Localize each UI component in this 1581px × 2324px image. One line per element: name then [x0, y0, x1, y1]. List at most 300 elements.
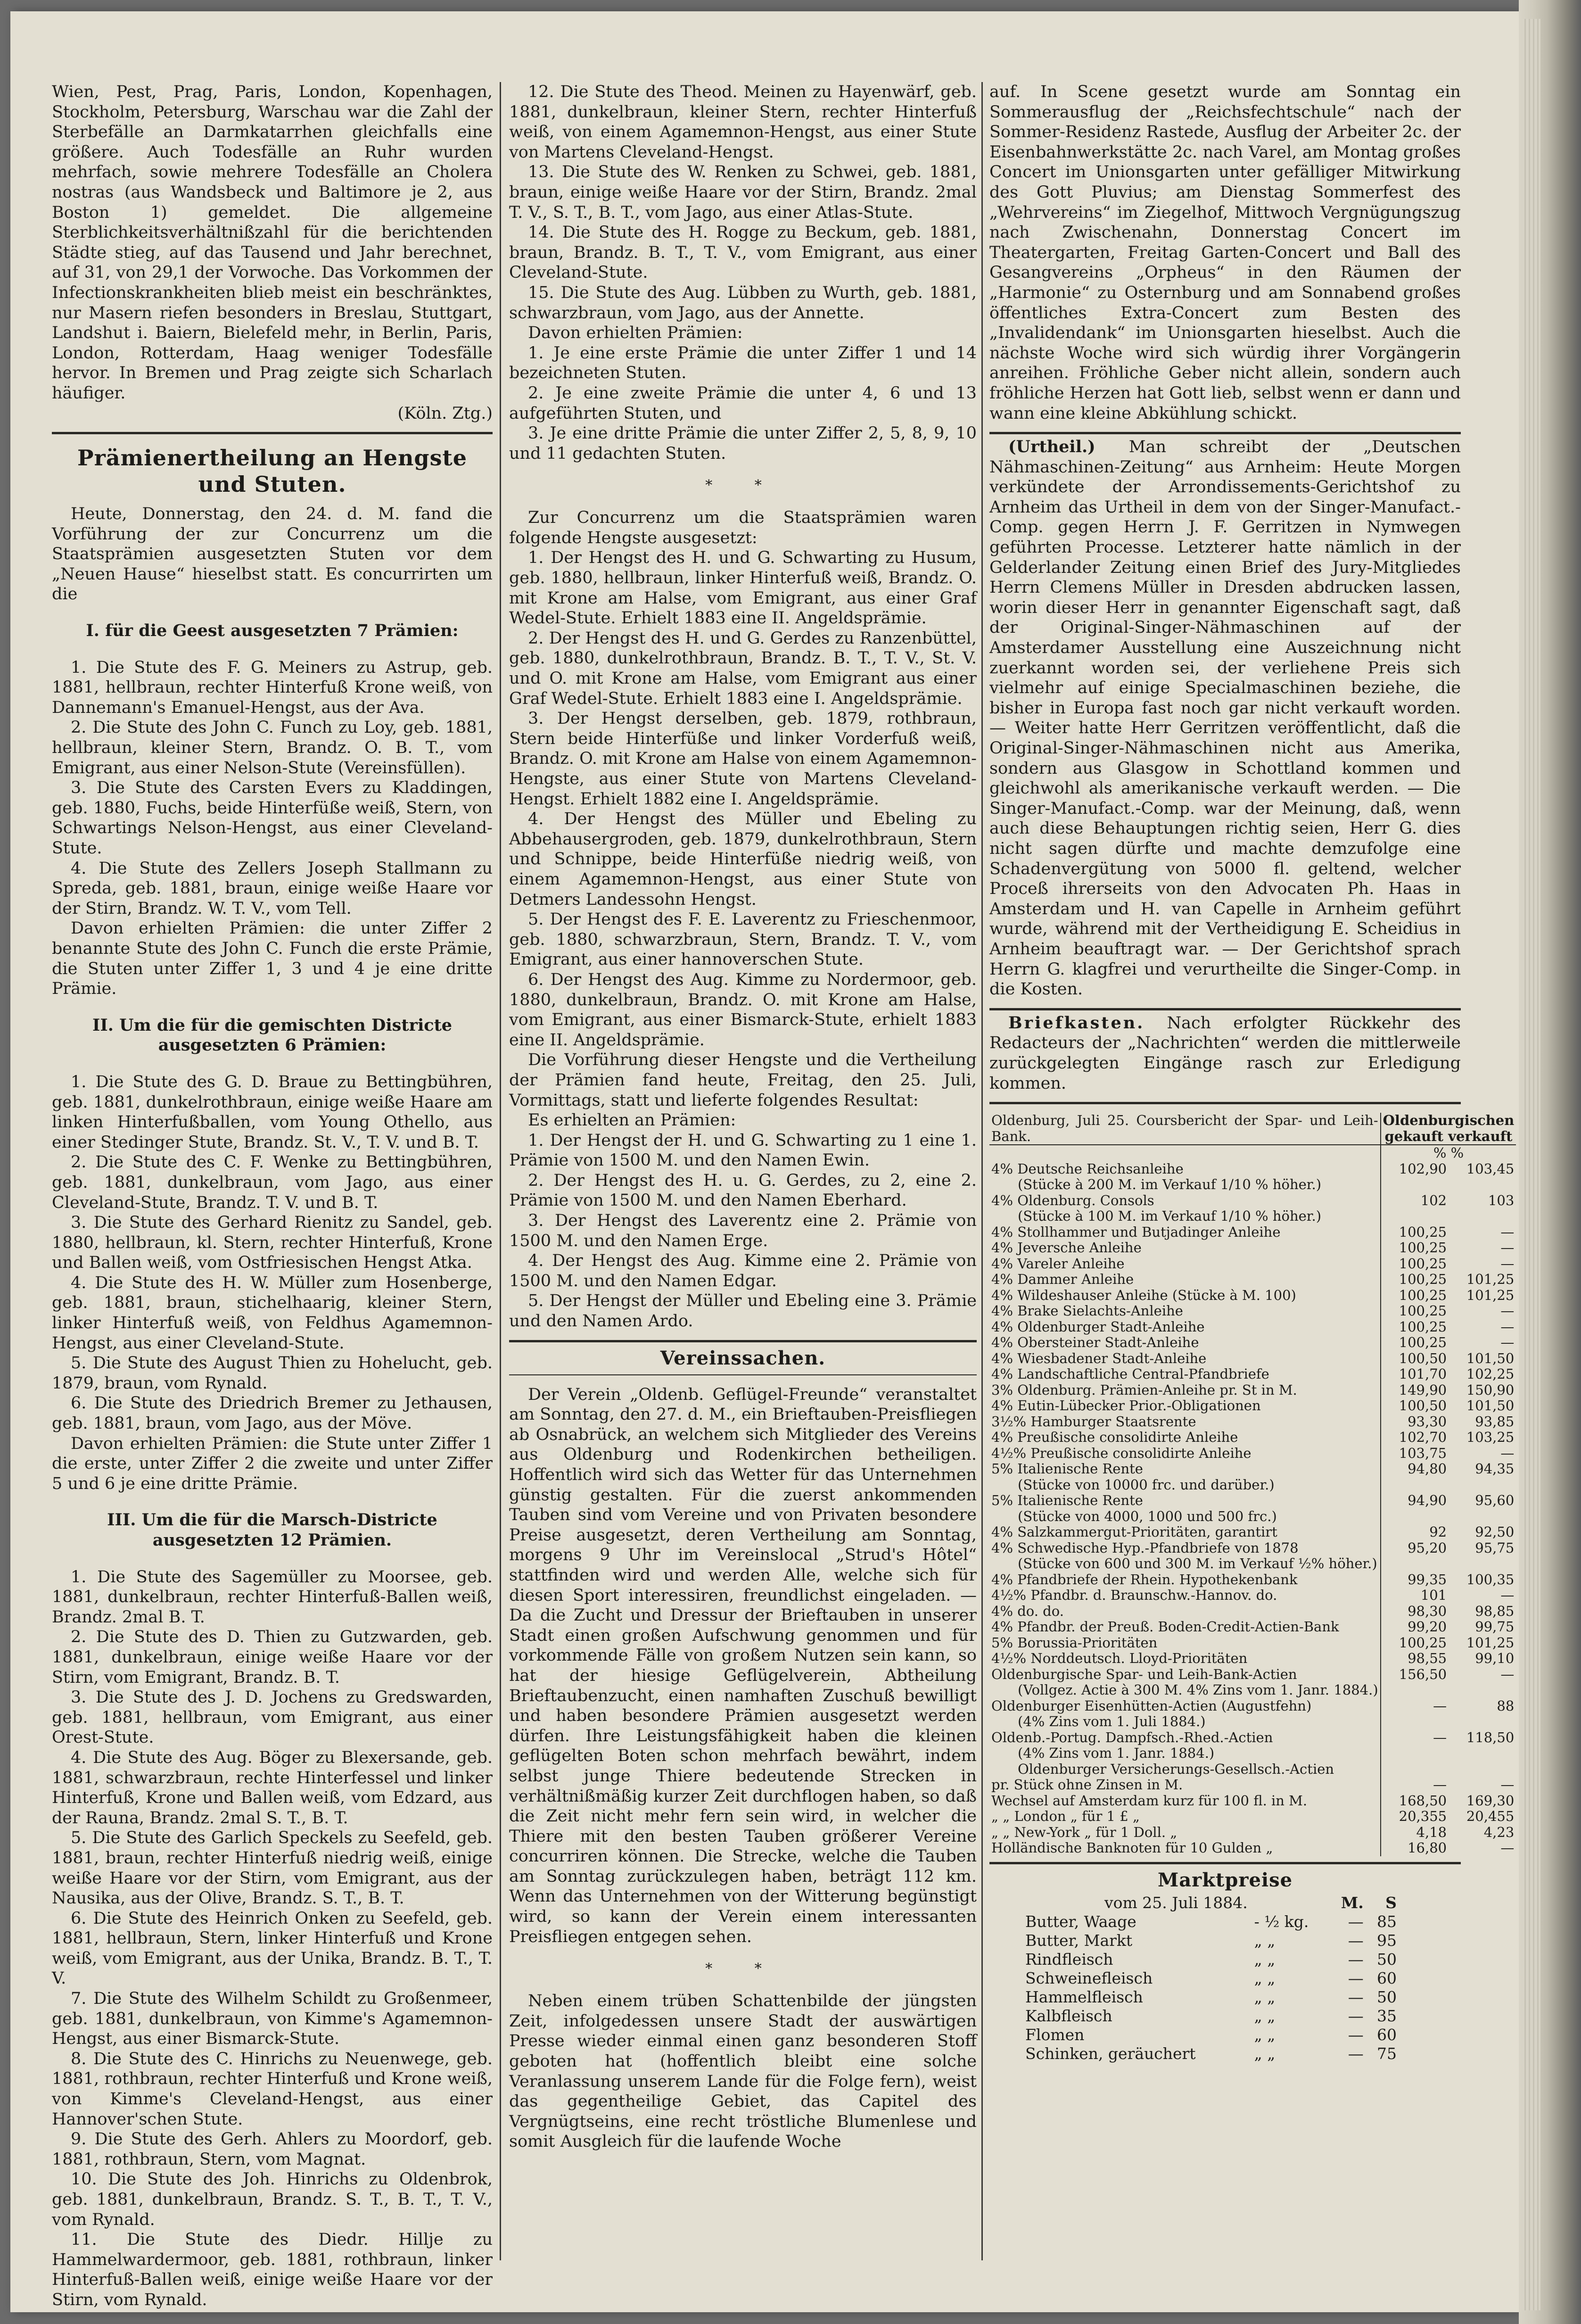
course-security: (Stücke von 600 und 300 M. im Verkauf ½% höher.): [1018, 1556, 1377, 1572]
course-ask: 93,85: [1475, 1413, 1515, 1430]
course-security: 4% Oldenburger Stadt-Anleihe: [991, 1319, 1205, 1335]
course-row: [989, 1177, 1516, 1193]
course-row: [989, 1477, 1516, 1493]
markt-pf: 60: [1377, 1968, 1397, 1987]
course-ask: 100,35: [1466, 1571, 1515, 1588]
course-ask: —: [1500, 1255, 1515, 1272]
list-item: 11. Die Stute des Diedr. Hillje zu Hammelwardermoor, geb. 1881, rothbraun, linker Hinterfuß-Ballen weiß, einige weiße Haare vor der Stirn, vom Rynald.: [52, 2230, 493, 2309]
course-ask: 150,90: [1466, 1381, 1515, 1398]
course-security: 4% Preußische consolidirte Anleihe: [991, 1430, 1238, 1446]
course-bid: 99,20: [1381, 1619, 1449, 1635]
course-bid: [1381, 1177, 1449, 1193]
course-bid: [1381, 1208, 1449, 1224]
markt-mark: —: [1348, 2006, 1364, 2025]
course-row: [989, 1256, 1516, 1272]
list-item: 5. Die Stute des Garlich Speckels zu Seefeld, geb. 1881, braun, rechter Hinterfuß niedrig weiß, einige weiße Haare vor der Stirn, vom Emigrant, aus der Nausika, aus der Olive, Brandz. S. T., B. T.: [52, 1828, 493, 1908]
course-security: Oldenburger Versicherungs-Gesellsch.-Actien: [1018, 1761, 1334, 1777]
markt-row: [1022, 1912, 1400, 1931]
course-bid: 99,35: [1381, 1572, 1449, 1588]
list-item: Davon erhielten Prämien: die Stute unter Ziffer 1 die erste, unter Ziffer 2 die zweite und unter Ziffer 5 und 6 je eine dritte Prämie.: [52, 1434, 493, 1493]
course-bid: [1381, 1477, 1449, 1493]
course-ask: —: [1500, 1445, 1515, 1461]
course-security: 4% Pfandbr. der Preuß. Boden-Credit-Actien-Bank: [991, 1619, 1339, 1635]
list-item: 14. Die Stute des H. Rogge zu Beckum, geb. 1881, braun, Brandz. B. T., T. V., vom Emigrant, aus einer Cleveland-Stute.: [509, 223, 977, 282]
course-ask: —: [1500, 1587, 1515, 1604]
course-bid: 102,70: [1381, 1430, 1449, 1446]
course-ask: 92,50: [1475, 1524, 1515, 1540]
markt-row: [1022, 2044, 1400, 2063]
markt-header: [1022, 1894, 1400, 1912]
course-bid: 168,50: [1381, 1793, 1449, 1809]
markt-item: Hammelfleisch: [1025, 1987, 1143, 2006]
markt-col-s: S: [1385, 1893, 1397, 1912]
list-item: 2. Die Stute des C. F. Wenke zu Bettingbühren, geb. 1881, dunkelbraun, vom Jago, aus einer Cleveland-Stute, Brandz. T. V. und B. T.: [52, 1153, 493, 1212]
markt-unit: „ „: [1254, 1968, 1276, 1987]
closing-text: Neben einem trüben Schattenbilde der jüngsten Zeit, infolgedessen unsere Stadt der auswärtigen Presse wieder einmal einen ganz besonderen Stoff geboten hat (hoffentlich bleibt eine solche Veranlassung unserem Lande für die Folge fern), weist das gegentheilige Gebiet, das Capitel des Vergnügtseins, eine recht tröstliche Blumenlese und somit Ausgleich für die laufende Woche: [509, 1992, 977, 2151]
course-security: 4% Brake Sielachts-Anleihe: [991, 1303, 1183, 1319]
list-item: 3. Die Stute des Gerhard Rienitz zu Sandel, geb. 1880, hellbraun, kl. Stern, rechter Hinterfuß, Krone und Ballen weiß, vom Ostfriesischen Hengst Atka.: [52, 1213, 493, 1273]
course-ask: 4,23: [1483, 1824, 1515, 1840]
markt-pf: 35: [1377, 2006, 1397, 2025]
course-bid: 98,30: [1381, 1604, 1449, 1620]
course-row: [989, 1745, 1516, 1762]
course-bid: 103,75: [1381, 1446, 1449, 1462]
course-row: [989, 1698, 1516, 1714]
course-bid: [1381, 1745, 1449, 1762]
course-ask: [1449, 1745, 1516, 1762]
markt-pf: 50: [1377, 1950, 1397, 1968]
article-source: (Köln. Ztg.): [397, 404, 493, 423]
course-bid: 100,25: [1381, 1240, 1449, 1256]
course-row: [989, 1288, 1516, 1304]
course-security: (4% Zins vom 1. Janr. 1884.): [1018, 1745, 1215, 1762]
course-ask: 88: [1497, 1697, 1515, 1714]
briefkasten: [989, 1013, 1461, 1093]
markt-row: [1022, 1988, 1400, 2007]
course-row: [989, 1604, 1516, 1620]
course-row: [989, 1208, 1516, 1224]
course-header-left: Oldenburg, Juli 25. Coursbericht der Spar- und Leih-Bank.: [989, 1113, 1381, 1145]
markt-mark: —: [1348, 1912, 1364, 1931]
course-security: 4% Pfandbriefe der Rhein. Hypothekenbank: [991, 1571, 1298, 1588]
course-security: (4% Zins vom 1. Juli 1884.): [1018, 1714, 1206, 1730]
course-ask: 94,35: [1475, 1461, 1515, 1477]
course-security: (Stücke à 200 M. im Verkauf 1/10 % höher.): [1018, 1177, 1322, 1193]
course-ask: [1449, 1477, 1516, 1493]
course-ask: 118,50: [1466, 1729, 1515, 1745]
course-bid: —: [1381, 1730, 1449, 1746]
markt-row: [1022, 2007, 1400, 2026]
course-ask: —: [1500, 1334, 1515, 1351]
list-item: 5. Der Hengst der Müller und Ebeling eine 3. Prämie und den Namen Ardo.: [509, 1291, 977, 1331]
markt-mark: —: [1348, 2025, 1364, 2044]
list-item: 2. Je eine zweite Prämie die unter 4, 6 und 13 aufgeführten Stuten, und: [509, 383, 977, 423]
course-ask: 102,25: [1466, 1366, 1515, 1382]
section-stars: * *: [705, 1960, 781, 1977]
course-unit-row: [989, 1145, 1516, 1161]
course-bid: 100,25: [1381, 1224, 1449, 1241]
column-1: [52, 82, 493, 2310]
course-row: [989, 1272, 1516, 1288]
course-bid: 156,50: [1381, 1667, 1449, 1683]
divider-thin: [509, 1374, 977, 1375]
divider: [509, 1340, 977, 1342]
markt-pf: 85: [1377, 1912, 1397, 1931]
course-bid: [1381, 1762, 1449, 1778]
result-lead: Die Vorführung dieser Hengste und die Vertheilung der Prämien fand heute, Freitag, den 25. Juli, Vormittags, statt und lieferte folgendes Resultat:: [509, 1050, 977, 1110]
course-bid: 93,30: [1381, 1414, 1449, 1430]
course-security: 5% Italienische Rente: [991, 1461, 1143, 1477]
article-mortality: Wien, Pest, Prag, Paris, London, Kopenhagen, Stockholm, Petersburg, Warschau war die Zahl der Sterbefälle an Darmkatarrhen gleichfalls eine größere. Auch Todesfälle an Ruhr wurden mehrfach, sowie mehrere Todesfälle an Cholera nostras (aus Wandsbeck und Baltimore je 2, aus Boston 1) gemeldet. Die allgemeine Sterblichkeitsverhältnißzahl für die berichtenden Städte stieg, auf das Tausend und Jahr berechnet, auf 31, von 29,1 der Vorwoche. Das Vorkommen der Infectionskrankheiten blieb meist ein beschränktes, nur Masern riefen besonders in Breslau, Stuttgart, Landshut i. Baiern, Bielefeld mehr, in Berlin, Paris, London, Rotterdam, Haag weniger Todesfälle hervor. In Bremen und Prag zeigte sich Scharlach häufiger.: [52, 83, 493, 403]
markt-item: Schinken, geräuchert: [1025, 2044, 1196, 2063]
list-item: 2. Der Hengst des H. u. G. Gerdes, zu 2, eine 2. Prämie von 1500 M. und den Namen Eberhard.: [509, 1171, 977, 1210]
list-item: 3. Je eine dritte Prämie die unter Ziffer 2, 5, 8, 9, 10 und 11 gedachten Stuten.: [509, 424, 977, 463]
course-ask: 20,455: [1466, 1808, 1515, 1825]
course-bid: 102,90: [1381, 1161, 1449, 1177]
course-row: [989, 1651, 1516, 1667]
list-item: 6. Die Stute des Driedrich Bremer zu Jethausen, geb. 1881, braun, vom Jago, aus der Möve.: [52, 1394, 493, 1433]
course-ask: 99,75: [1475, 1619, 1515, 1635]
course-row: [989, 1588, 1516, 1604]
course-security: 4½% Pfandbr. d. Braunschw.-Hannov. do.: [991, 1588, 1277, 1604]
course-security: Holländische Banknoten für 10 Gulden „: [991, 1840, 1273, 1856]
list-item: 4. Die Stute des Aug. Böger zu Blexersande, geb. 1881, schwarzbraun, rechte Hinterfessel und linker Hinterfuß, Krone und Ballen weiß, vom Edzard, aus der Rauna, Brandz. 2mal S. T., B. T.: [52, 1748, 493, 1828]
course-security: 4% Deutsche Reichsanleihe: [991, 1161, 1184, 1177]
markt-row: [1022, 1969, 1400, 1988]
divider: [989, 1862, 1461, 1864]
course-security: Oldenburger Eisenhütten-Actien (Augustfehn): [991, 1698, 1312, 1714]
course-bid: [1381, 1509, 1449, 1525]
course-bid: 149,90: [1381, 1382, 1449, 1398]
course-security: 5% Borussia-Prioritäten: [991, 1635, 1158, 1651]
list-item: 9. Die Stute des Gerh. Ahlers zu Moordorf, geb. 1881, rothbraun, Stern, vom Magnat.: [52, 2130, 493, 2169]
course-row: [989, 1524, 1516, 1540]
list-item: 7. Die Stute des Wilhelm Schildt zu Großenmeer, geb. 1881, dunkelbraun, von Kimme's Agamemnon-Hengst, aus einer Bismarck-Stute.: [52, 1989, 493, 2049]
course-bid: 94,80: [1381, 1461, 1449, 1477]
column-3: [989, 82, 1515, 2063]
markt-mark: —: [1348, 1968, 1364, 1987]
course-row: [989, 1809, 1516, 1825]
course-security: 4% Jeversche Anleihe: [991, 1240, 1142, 1256]
markt-title: Marktpreise: [1157, 1869, 1293, 1891]
divider: [989, 1102, 1461, 1104]
course-row: [989, 1414, 1516, 1430]
course-security: „ „ New-York „ für 1 Doll. „: [991, 1824, 1178, 1840]
course-row: [989, 1840, 1516, 1856]
list-item: 3. Die Stute des J. D. Jochens zu Gredswarden, geb. 1881, hellbraun, vom Emigrant, aus einer Orest-Stute.: [52, 1688, 493, 1747]
course-security: „ „ London „ für 1 £ „: [991, 1809, 1140, 1825]
markt-mark: —: [1348, 1950, 1364, 1968]
markt-pf: 95: [1377, 1931, 1397, 1950]
markt-item: Schweinefleisch: [1025, 1968, 1153, 1987]
course-bid: 98,55: [1381, 1651, 1449, 1667]
markt-item: Flomen: [1025, 2025, 1085, 2044]
course-bid: 101,70: [1381, 1366, 1449, 1382]
course-ask: 103,45: [1466, 1160, 1515, 1177]
course-row: [989, 1240, 1516, 1256]
markt-col-m: M.: [1341, 1893, 1364, 1912]
urtheil-text: Man schreibt der „Deutschen Nähmaschinen-Zeitung“ aus Arnheim: Heute Morgen verkündete der Arrondissements-Gerichtshof zu Arnheim das Urtheil in dem von der Singer-Manufact.-Comp. gegen Herrn J. F. Gerritzen in Nymwegen geführten Processe. Letzterer hatte nämlich in der Gelderlander Zeitung einen Brief des Jury-Mitgliedes Herrn Clemens Müller in Dresden abdrucken lassen, worin dieser Herr in genannter Eigenschaft sagt, daß der Original-Singer-Nähmaschinen auf der Amsterdamer Ausstellung eine Auszeichnung nicht zuerkannt worden sei, der verliehene Preis sich vielmehr auf einige Specialmaschinen beziehe, die bisher in Europa fast noch gar nicht verkauft worden. — Weiter hatte Herr Gerritzen veröffentlicht, daß die Original-Singer-Nähmaschinen nicht aus Amerika, sondern aus Glasgow in Schottland kommen und gleichwohl als amerikanische verkauft werden. — Die Singer-Manufact.-Comp. war der Meinung, daß, wenn auch diese Behauptungen richtig seien, Herr G. dies nicht sagen dürfte und machte demzufolge eine Schadenvergütung von 5000 fl. geltend, welcher Proceß ihrerseits von den Advocaten Ph. Haas in Amsterdam und H. van Capelle in Arnheim geführt wurde, während mit der Vertheidigung E. Scheidius in Arnheim beauftragt war. — Der Gerichtshof sprach Herrn G. klagfrei und verurtheilte die Singer-Comp. in die Kosten.: [989, 438, 1461, 999]
markt-rows: [1022, 1912, 1400, 2063]
list-item: 5. Der Hengst des F. E. Laverentz zu Frieschenmoor, geb. 1880, schwarzbraun, Stern, Brandz. T. V., vom Emigrant, aus einer hannoverschen Stute.: [509, 910, 977, 969]
course-bid: 92: [1381, 1524, 1449, 1540]
column-rule: [981, 82, 983, 2260]
section-stars: * *: [705, 477, 781, 494]
course-bid: 100,25: [1381, 1256, 1449, 1272]
course-row: [989, 1493, 1516, 1509]
course-ask: [1449, 1762, 1516, 1778]
course-row: [989, 1540, 1516, 1556]
list-item: 1. Je eine erste Prämie die unter Ziffer 1 und 14 bezeichneten Stuten.: [509, 343, 977, 383]
divider: [989, 1008, 1461, 1010]
list-item: 5. Die Stute des August Thien zu Hohelucht, geb. 1879, braun, vom Rynald.: [52, 1354, 493, 1393]
course-security: pr. Stück ohne Zinsen in M.: [991, 1777, 1183, 1793]
course-ask: 103: [1488, 1192, 1515, 1208]
events-text: auf. In Scene gesetzt wurde am Sonntag ein Sommerausflug der „Reichsfechtschule“ nach der Sommer-Residenz Rastede, Ausflug der Arbeiter 2c. der Eisenbahnwerkstätte 2c. nach Varel, am Montag großes Concert im Unionsgarten unter gefälliger Mitwirkung des Gott Pluvius; am Dienstag Sommerfest des „Wehrvereins“ im Ziegelhof, Mittwoch Vergnügungszug nach Zwischenahn, Donnerstag Concert im Theatergarten, Freitag Garten-Concert und Ball des Gesangvereins „Orpheus“ in den Räumen der „Harmonie“ zu Osternburg und am Sonnabend großes öffentliches Extra-Concert zum Besten des „Invalidendank“ im Unionsgarten hieselbst. Auch die nächste Woche wird sich würdig ihrer Vorgängerin anreihen. Fröhliche Geber nicht allein, sondern auch fröhliche Herzen hat Gott lieb, selbst wenn er dann und wann eine kleine Abkühlung schickt.: [989, 83, 1461, 423]
course-bid: —: [1381, 1777, 1449, 1793]
course-ask: —: [1500, 1224, 1515, 1240]
column-rule: [500, 82, 501, 2260]
course-bid: 95,20: [1381, 1540, 1449, 1556]
course-table: [989, 1113, 1516, 1856]
course-row: [989, 1366, 1516, 1382]
course-bid: 16,80: [1381, 1840, 1449, 1856]
course-security: 4% Landschaftliche Central-Pfandbriefe: [991, 1366, 1269, 1382]
markt-mark: —: [1348, 2044, 1364, 2063]
section-heading: III. Um die für die Marsch-Districte ausgesetzten 12 Prämien.: [107, 1510, 437, 1550]
course-row: [989, 1556, 1516, 1572]
list-item: 6. Der Hengst des Aug. Kimme zu Nordermoor, geb. 1880, dunkelbraun, Brandz. O. mit Krone am Halse, vom Emigrant, aus einer Bismarck-Stute, erhielt 1883 eine II. Angeldsprämie.: [509, 970, 977, 1050]
markt-item: Butter, Markt: [1025, 1931, 1133, 1950]
column-2: [509, 82, 977, 2152]
course-row: [989, 1714, 1516, 1730]
course-row: [989, 1619, 1516, 1635]
markt-unit: „ „: [1254, 1950, 1276, 1968]
course-ask: —: [1500, 1240, 1515, 1256]
list-item: 10. Die Stute des Joh. Hinrichs zu Oldenbrok, geb. 1881, dunkelbraun, Brandz. S. T., B. T., T. V., vom Rynald.: [52, 2170, 493, 2229]
course-bid: —: [1381, 1698, 1449, 1714]
course-security: 4% Oldenburg. Consols: [991, 1192, 1154, 1208]
list-item: 8. Die Stute des C. Hinrichs zu Neuenwege, geb. 1881, rothbraun, rechter Hinterfuß und Krone weiß, von Kimme's Cleveland-Hengst, aus einer Hannover'schen Stute.: [52, 2049, 493, 2129]
course-ask: —: [1500, 1840, 1515, 1856]
course-row: [989, 1572, 1516, 1588]
course-ask: [1449, 1208, 1516, 1224]
divider: [989, 432, 1461, 434]
markt-mark: —: [1348, 1931, 1364, 1950]
prizes-intro: Davon erhielten Prämien:: [528, 323, 743, 343]
course-row: [989, 1777, 1516, 1793]
course-row: [989, 1161, 1516, 1177]
course-row: [989, 1193, 1516, 1209]
article-heading: Prämienertheilung an Hengste und Stuten.: [77, 445, 467, 497]
list-item: 1. Die Stute des F. G. Meiners zu Astrup, geb. 1881, hellbraun, rechter Hinterfuß Krone weiß, von Dannemann's Emanuel-Hengst, aus der Ava.: [52, 658, 493, 717]
course-row: [989, 1682, 1516, 1698]
course-ask: 95,75: [1475, 1539, 1515, 1556]
course-security: 5% Italienische Rente: [991, 1493, 1143, 1509]
markt-unit: „ „: [1254, 1987, 1276, 2006]
course-ask: —: [1500, 1666, 1515, 1682]
course-bid: 4,18: [1381, 1825, 1449, 1841]
course-ask: [1449, 1682, 1516, 1698]
hengste-lead: Zur Concurrenz um die Staatsprämien waren folgende Hengste ausgesetzt:: [509, 508, 977, 547]
course-ask: —: [1500, 1303, 1515, 1319]
list-item: 1. Der Hengst des H. und G. Schwarting zu Husum, geb. 1880, hellbraun, linker Hinterfuß weiß, Brandz. O. mit Krone am Halse, vom Emigrant, aus einer Graf Wedel-Stute. Erhielt 1883 eine II. Angeldsprämie.: [509, 548, 977, 628]
section-heading: II. Um die für die gemischten Districte ausgesetzten 6 Prämien:: [92, 1015, 453, 1055]
markt-unit: „ „: [1254, 2044, 1276, 2063]
course-ask: 101,25: [1466, 1287, 1515, 1303]
course-unit: % %: [1381, 1145, 1516, 1161]
course-row: [989, 1461, 1516, 1477]
course-bid: [1381, 1556, 1449, 1572]
course-row: [989, 1224, 1516, 1241]
course-bid: 100,25: [1381, 1303, 1449, 1319]
briefkasten-text: Nach erfolgter Rückkehr des Redacteurs der „Nachrichten“ werden die mittlerweile zurückgelegten Eingänge rasch zur Erledigung kommen.: [989, 1013, 1461, 1093]
course-security: 4% Stollhammer und Butjadinger Anleihe: [991, 1224, 1281, 1240]
list-item: 3. Die Stute des Carsten Evers zu Kladdingen, geb. 1880, Fuchs, beide Hinterfüße weiß, Stern, von Schwartings Nelson-Hengst, aus einer Cleveland-Stute.: [52, 778, 493, 858]
course-security: 4% Eutin-Lübecker Prior.-Obligationen: [991, 1398, 1261, 1414]
course-bid: 94,90: [1381, 1493, 1449, 1509]
course-ask: [1449, 1556, 1516, 1572]
list-item: 12. Die Stute des Theod. Meinen zu Hayenwärf, geb. 1881, dunkelbraun, kleiner Stern, rechter Hinterfuß weiß, von einem Agamemnon-Hengst, aus einer Stute von Martens Cleveland-Hengst.: [509, 83, 977, 162]
newspaper-page: [10, 11, 1519, 2312]
list-item: 3. Der Hengst derselben, geb. 1879, rothbraun, Stern beide Hinterfüße und linker Vorderfuß weiß, Brandz. O. mit Krone am Halse von einem Agamemnon-Hengste, aus einer Stute von Martens Cleveland-Hengst. Erhielt 1882 eine I. Angeldsprämie.: [509, 709, 977, 809]
markt-row: [1022, 1950, 1400, 1969]
course-bid: 100,25: [1381, 1319, 1449, 1335]
course-row: [989, 1446, 1516, 1462]
course-ask: 101,50: [1466, 1398, 1515, 1414]
list-item: 15. Die Stute des Aug. Lübben zu Wurth, geb. 1881, schwarzbraun, vom Jago, aus der Annette.: [509, 283, 977, 323]
markt-unit: - ½ kg.: [1254, 1912, 1309, 1931]
course-security: 4% do. do.: [991, 1603, 1064, 1619]
list-item: 1. Der Hengst der H. und G. Schwarting zu 1 eine 1. Prämie von 1500 M. und den Namen Ewin.: [509, 1131, 977, 1170]
course-security: 3% Oldenburg. Prämien-Anleihe pr. St in M.: [991, 1382, 1297, 1398]
course-ask: 169,30: [1466, 1792, 1515, 1809]
list-item: 4. Der Hengst des Aug. Kimme eine 2. Prämie von 1500 M. und den Namen Edgar.: [509, 1251, 977, 1290]
course-bid: 100,50: [1381, 1351, 1449, 1367]
markt-item: Butter, Waage: [1025, 1912, 1136, 1931]
course-security: (Stücke von 4000, 1000 und 500 frc.): [1018, 1508, 1277, 1524]
course-rows: [989, 1161, 1516, 1856]
course-row: [989, 1319, 1516, 1335]
course-ask: 99,10: [1475, 1650, 1515, 1667]
article-lead: Heute, Donnerstag, den 24. d. M. fand die Vorführung der zur Concurrenz um die Staatsprämien ausgesetzten Stuten vor dem „Neuen Hause“ hieselbst statt. Es concurrirten um die: [52, 504, 493, 604]
course-security: (Vollgez. Actie à 300 M. 4% Zins vom 1. Janr. 1884.): [1018, 1682, 1378, 1698]
list-item: 1. Die Stute des Sagemüller zu Moorsee, geb. 1881, dunkelbraun, rechter Hinterfuß-Ballen weiß, Brandz. 2mal B. T.: [52, 1567, 493, 1627]
course-header-right: Oldenburgischen gekauft verkauft: [1381, 1113, 1516, 1145]
course-ask: 103,25: [1466, 1429, 1515, 1446]
course-security: 4% Schwedische Hyp.-Pfandbriefe von 1878: [991, 1540, 1299, 1556]
list-item: 2. Die Stute des D. Thien zu Gutzwarden, geb. 1881, dunkelbraun, einige weiße Haare vor der Stirn, vom Emigrant, Brandz. B. T.: [52, 1628, 493, 1687]
course-ask: [1449, 1714, 1516, 1730]
verein-text: Der Verein „Oldenb. Geflügel-Freunde“ veranstaltet am Sonntag, den 27. d. M., ein Brieftauben-Preisfliegen ab Osnabrück, an welchem sich Mitglieder des Vereins aus Oldenburg und Rodenkirchen betheiligen. Hoffentlich wird sich das Wetter für das Unternehmen günstig gestalten. Für die zuerst ankommenden Tauben sind vom Vereine und von Privaten besondere Preise ausgesetzt, deren Vertheilung am Sonntag, morgens 9 Uhr im Vereinslocal „Strud's Hôtel“ stattfinden wird und werden Alle, welche sich für diesen Sport interessiren, freundlichst eingeladen. — Da die Zucht und Dressur der Brieftauben in unserer Stadt einen großen Aufschwung genommen und für vorkommende Fälle von großem Nutzen sein kann, so hat der hiesige Geflügelverein, Abtheilung Brieftaubenzucht, einen namhaften Zuschuß bewilligt und haben besondere Prämien ausgesetzt werden dürfen. Ihre Leistungsfähigkeit haben die kleinen geflügelten Boten schon mehrfach bewährt, indem selbst junge Thiere bedeutende Strecken in verhältnißmäßig kurzer Zeit durchflogen haben, so daß die Zeit nicht mehr fern sein wird, in welcher die Thiere mit den besten Tauben größerer Vereine concurriren können. Die Strecke, welche die Tauben am Sonntag zurückzulegen haben, beträgt 112 km. Wenn das Unternehmen von der Witterung begünstigt wird, so kann der Verein einem interessanten Preisfliegen entgegen sehen.: [509, 1385, 977, 1946]
course-row: [989, 1351, 1516, 1367]
markt-unit: „ „: [1254, 1931, 1276, 1950]
course-ask: 95,60: [1475, 1492, 1515, 1509]
course-security: Wechsel auf Amsterdam kurz für 100 fl. in M.: [991, 1793, 1308, 1809]
course-bid: [1381, 1682, 1449, 1698]
list-item: Davon erhielten Prämien: die unter Ziffer 2 benannte Stute des John C. Funch die erste Prämie, die Stuten unter Ziffer 1, 3 und 4 je eine dritte Prämie.: [52, 919, 493, 999]
course-security: (Stücke von 10000 frc. und darüber.): [1018, 1477, 1275, 1493]
course-security: Oldenburgische Spar- und Leih-Bank-Actien: [991, 1666, 1297, 1682]
list-item: 1. Die Stute des G. D. Braue zu Bettingbühren, geb. 1881, dunkelrothbraun, einige weiße Haare am linken Hinterfußballen, vom Young Othello, aus einer Stedinger Stute, Brandz. St. V., T. V. und B. T.: [52, 1072, 493, 1152]
markt-item: Kalbfleisch: [1025, 2006, 1112, 2025]
course-security: 4½% Preußische consolidirte Anleihe: [991, 1445, 1252, 1461]
markt-row: [1022, 2026, 1400, 2044]
page-stack: [1522, 19, 1540, 2310]
markt-pf: 60: [1377, 2025, 1397, 2044]
markt-pf: 75: [1377, 2044, 1397, 2063]
list-item: 4. Die Stute des Zellers Joseph Stallmann zu Spreda, geb. 1881, braun, einige weiße Haare vor der Stirn, Brandz. W. T. V., vom Tell.: [52, 859, 493, 918]
verein-heading: Vereinssachen.: [660, 1347, 826, 1369]
course-security: 4½% Norddeutsch. Lloyd-Prioritäten: [991, 1651, 1248, 1667]
course-bid: 100,25: [1381, 1272, 1449, 1288]
course-ask: —: [1500, 1318, 1515, 1335]
list-item: 6. Die Stute des Heinrich Onken zu Seefeld, geb. 1881, hellbraun, Stern, linker Hinterfuß und Krone weiß, vom Emigrant, aus der Unika, Brandz. B. T., T. V.: [52, 1909, 493, 1988]
course-bid: 100,25: [1381, 1288, 1449, 1304]
course-row: [989, 1793, 1516, 1809]
list-item: 4. Der Hengst des Müller und Ebeling zu Abbehausergroden, geb. 1879, dunkelrothbraun, Stern und Schnippe, beide Hinterfüße niedrig weiß, von einem Agamemnon-Hengst, aus einer Stute von Detmers Landessohn Hengst.: [509, 810, 977, 909]
course-security: 3½% Hamburger Staatsrente: [991, 1414, 1196, 1430]
course-row: [989, 1430, 1516, 1446]
markt-mark: —: [1348, 1987, 1364, 2006]
urtheil-label: (Urtheil.): [1008, 437, 1095, 457]
course-security: 4% Wiesbadener Stadt-Anleihe: [991, 1350, 1207, 1366]
urtheil-article: [989, 437, 1461, 1000]
course-row: [989, 1335, 1516, 1351]
course-ask: —: [1500, 1777, 1515, 1793]
course-security: 4% Obersteiner Stadt-Anleihe: [991, 1335, 1199, 1351]
course-security: 4% Vareler Anleihe: [991, 1256, 1125, 1272]
list-item: 2. Die Stute des John C. Funch zu Loy, geb. 1881, hellbraun, kleiner Stern, Brandz. O. B. T., vom Emigrant, aus einer Nelson-Stute (Vereinsfüllen).: [52, 718, 493, 777]
course-ask: [1449, 1177, 1516, 1193]
course-ask: 101,50: [1466, 1350, 1515, 1366]
course-security: 4% Salzkammergut-Prioritäten, garantirt: [991, 1524, 1277, 1540]
course-row: [989, 1509, 1516, 1525]
course-row: [989, 1303, 1516, 1319]
course-bid: 100,25: [1381, 1335, 1449, 1351]
briefkasten-label: Briefkasten.: [1008, 1013, 1145, 1033]
list-item: 2. Der Hengst des H. und G. Gerdes zu Ranzenbüttel, geb. 1880, dunkelrothbraun, Brandz. B. T., T. V., St. V. und O. mit Krone am Halse, vom Emigrant aus einer Graf Wedel-Stute. Erhielt 1883 eine I. Angeldsprämie.: [509, 629, 977, 708]
course-row: [989, 1635, 1516, 1651]
course-row: [989, 1382, 1516, 1398]
markt-item: Rindfleisch: [1025, 1950, 1113, 1968]
course-bid: 100,25: [1381, 1635, 1449, 1651]
course-bid: 101: [1381, 1588, 1449, 1604]
list-item: 4. Die Stute des H. W. Müller zum Hosenberge, geb. 1881, braun, stichelhaarig, kleiner Stern, linker Hinterfuß weiß, von Feldhus Agamemnon-Hengst, aus einer Cleveland-Stute.: [52, 1273, 493, 1353]
course-security: 4% Wildeshauser Anleihe (Stücke à M. 100): [991, 1287, 1296, 1303]
result-intro: Es erhielten an Prämien:: [528, 1111, 736, 1130]
course-bid: 20,355: [1381, 1809, 1449, 1825]
markt-row: [1022, 1931, 1400, 1950]
markt-table: [1022, 1894, 1400, 2063]
section-heading: I. für die Geest ausgesetzten 7 Prämien:: [86, 621, 459, 641]
markt-unit: „ „: [1254, 2006, 1276, 2025]
course-row: [989, 1825, 1516, 1841]
course-row: [989, 1762, 1516, 1778]
course-bid: 100,50: [1381, 1398, 1449, 1414]
divider: [52, 432, 493, 434]
course-bid: 102: [1381, 1193, 1449, 1209]
course-security: Oldenb.-Portug. Dampfsch.-Rhed.-Actien: [991, 1729, 1273, 1745]
course-row: [989, 1730, 1516, 1746]
course-row: [989, 1667, 1516, 1683]
list-item: 3. Der Hengst des Laverentz eine 2. Prämie von 1500 M. und den Namen Erge.: [509, 1211, 977, 1250]
markt-date: vom 25. Juli 1884.: [1104, 1893, 1248, 1912]
course-table-header: [989, 1113, 1516, 1145]
course-ask: 101,25: [1466, 1271, 1515, 1288]
course-row: [989, 1398, 1516, 1414]
course-ask: 98,85: [1475, 1603, 1515, 1619]
